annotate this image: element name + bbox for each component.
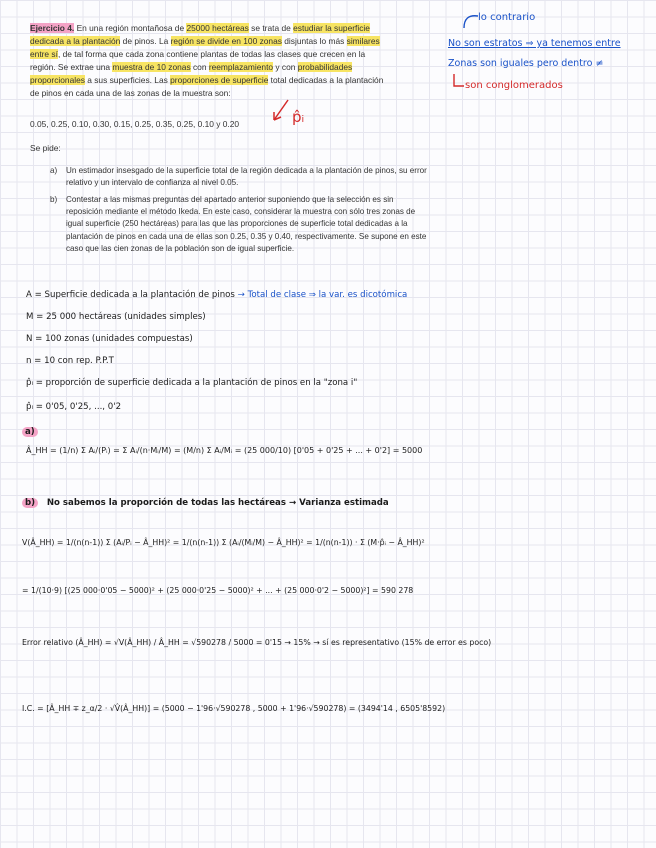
def-n-small: n = 10 con rep. P.P.T	[26, 356, 114, 366]
note-no-son-estratos: No son estratos ⇒ ya tenemos entre	[448, 38, 621, 49]
variance-value: = 1/(10·9) [(25 000·0'05 − 5000)² + (25 000·0'25 − 5000)² + ... + (25 000·0'2 − 5000)²] = 590 278	[22, 586, 414, 595]
se-pide: Se pide:	[30, 143, 61, 153]
confidence-interval: I.C. = [Â_HH ∓ z_α/2 · √V̂(Â_HH)] = (5000 − 1'96·√590278 , 5000 + 1'96·√590278) = (3494'14 , 6505'8592)	[22, 704, 446, 713]
def-p: p̂ᵢ = proporción de superficie dedicada a la plantación de pinos en la "zona i"	[26, 378, 358, 388]
corner-arrow-icon	[452, 74, 466, 92]
part-a-label: a)	[22, 427, 38, 437]
question-b: b) Contestar a las mismas preguntas del apartado anterior suponiendo que la selección es sin reposición mediante el método Ikeda. En este caso, considerar la muestra con sólo tres zonas de igual superficie (250 hectáreas) para las que las proporciones de superficie total dedicadas a la plantación de pinos en cada una de ellas son 0.25, 0.35 y 0.40, respectivamente. Se supone en este caso que las cien zonas de la población son de igual superficie.	[50, 195, 427, 253]
part-b: b) No sabemos la proporción de todas las hectáreas → Varianza estimada	[22, 498, 389, 508]
note-lo-contrario: lo contrario	[478, 12, 536, 23]
def-m: M = 25 000 hectáreas (unidades simples)	[26, 312, 206, 322]
error-relativo: Error relativo (Â_HH) = √V(Â_HH) / Â_HH = √590278 / 5000 = 0'15 → 15% → sí es representativo (15% de error es poco)	[22, 638, 492, 647]
question-a: a) Un estimador insesgado de la superficie total de la región dedicada a la plantación de pinos, su error relativo y un intervalo de confianza al nivel 0.05.	[50, 166, 427, 188]
exercise-label: Ejercicio 4.	[30, 23, 75, 33]
def-p-values: p̂ᵢ = 0'05, 0'25, ..., 0'2	[26, 402, 122, 412]
proportion-values: 0.05, 0.25, 0.10, 0.30, 0.15, 0.25, 0.35, 0.25, 0.10 y 0.20	[30, 119, 240, 129]
note-zonas-iguales: Zonas son iguales pero dentro ≠	[448, 58, 604, 69]
note-conglomerados: son conglomerados	[465, 80, 563, 91]
p-hat-label: p̂ᵢ	[292, 108, 305, 126]
statement-line-6: de pinos en cada una de las zonas de la muestra son:	[30, 88, 231, 98]
statement-line-3: entre sí, de tal forma que cada zona contiene plantas de todas las clases que crecen en la	[30, 49, 366, 59]
variance-formula: V(Â_HH) = 1/(n(n-1)) Σ (Aᵢ/Pᵢ − Â_HH)² = 1/(n(n-1)) Σ (Aᵢ/(Mᵢ/M) − Â_HH)² = 1/(n(n-1)) · Σ (M·p̂ᵢ − Â_HH)²	[22, 538, 425, 547]
statement-line-1: Ejercicio 4. En una región montañosa de 25000 hectáreas se trata de estudiar la superficie	[30, 23, 370, 33]
def-n-big: N = 100 zonas (unidades compuestas)	[26, 334, 193, 344]
estimator-formula: Â_HH = (1/n) Σ Aᵢ/(Pᵢ) = Σ Aᵢ/(n·Mᵢ/M) = (M/n) Σ Aᵢ/Mᵢ = (25 000/10) [0'05 + 0'25 + ... + 0'2] = 5000	[26, 446, 423, 455]
statement-line-2: dedicada a la plantación de pinos. La región se divide en 100 zonas disjuntas lo más similares	[30, 36, 380, 46]
def-a: A = Superficie dedicada a la plantación de pinos → Total de clase ⇒ la var. es dicotómica	[26, 290, 408, 300]
statement-line-4: región. Se extrae una muestra de 10 zonas con reemplazamiento y con probabilidades	[30, 62, 353, 72]
statement-line-5: proporcionales a sus superficies. Las proporciones de superficie total dedicadas a la plantación	[30, 75, 384, 85]
red-arrow-icon	[268, 98, 292, 126]
exercise-statement	[30, 22, 430, 100]
